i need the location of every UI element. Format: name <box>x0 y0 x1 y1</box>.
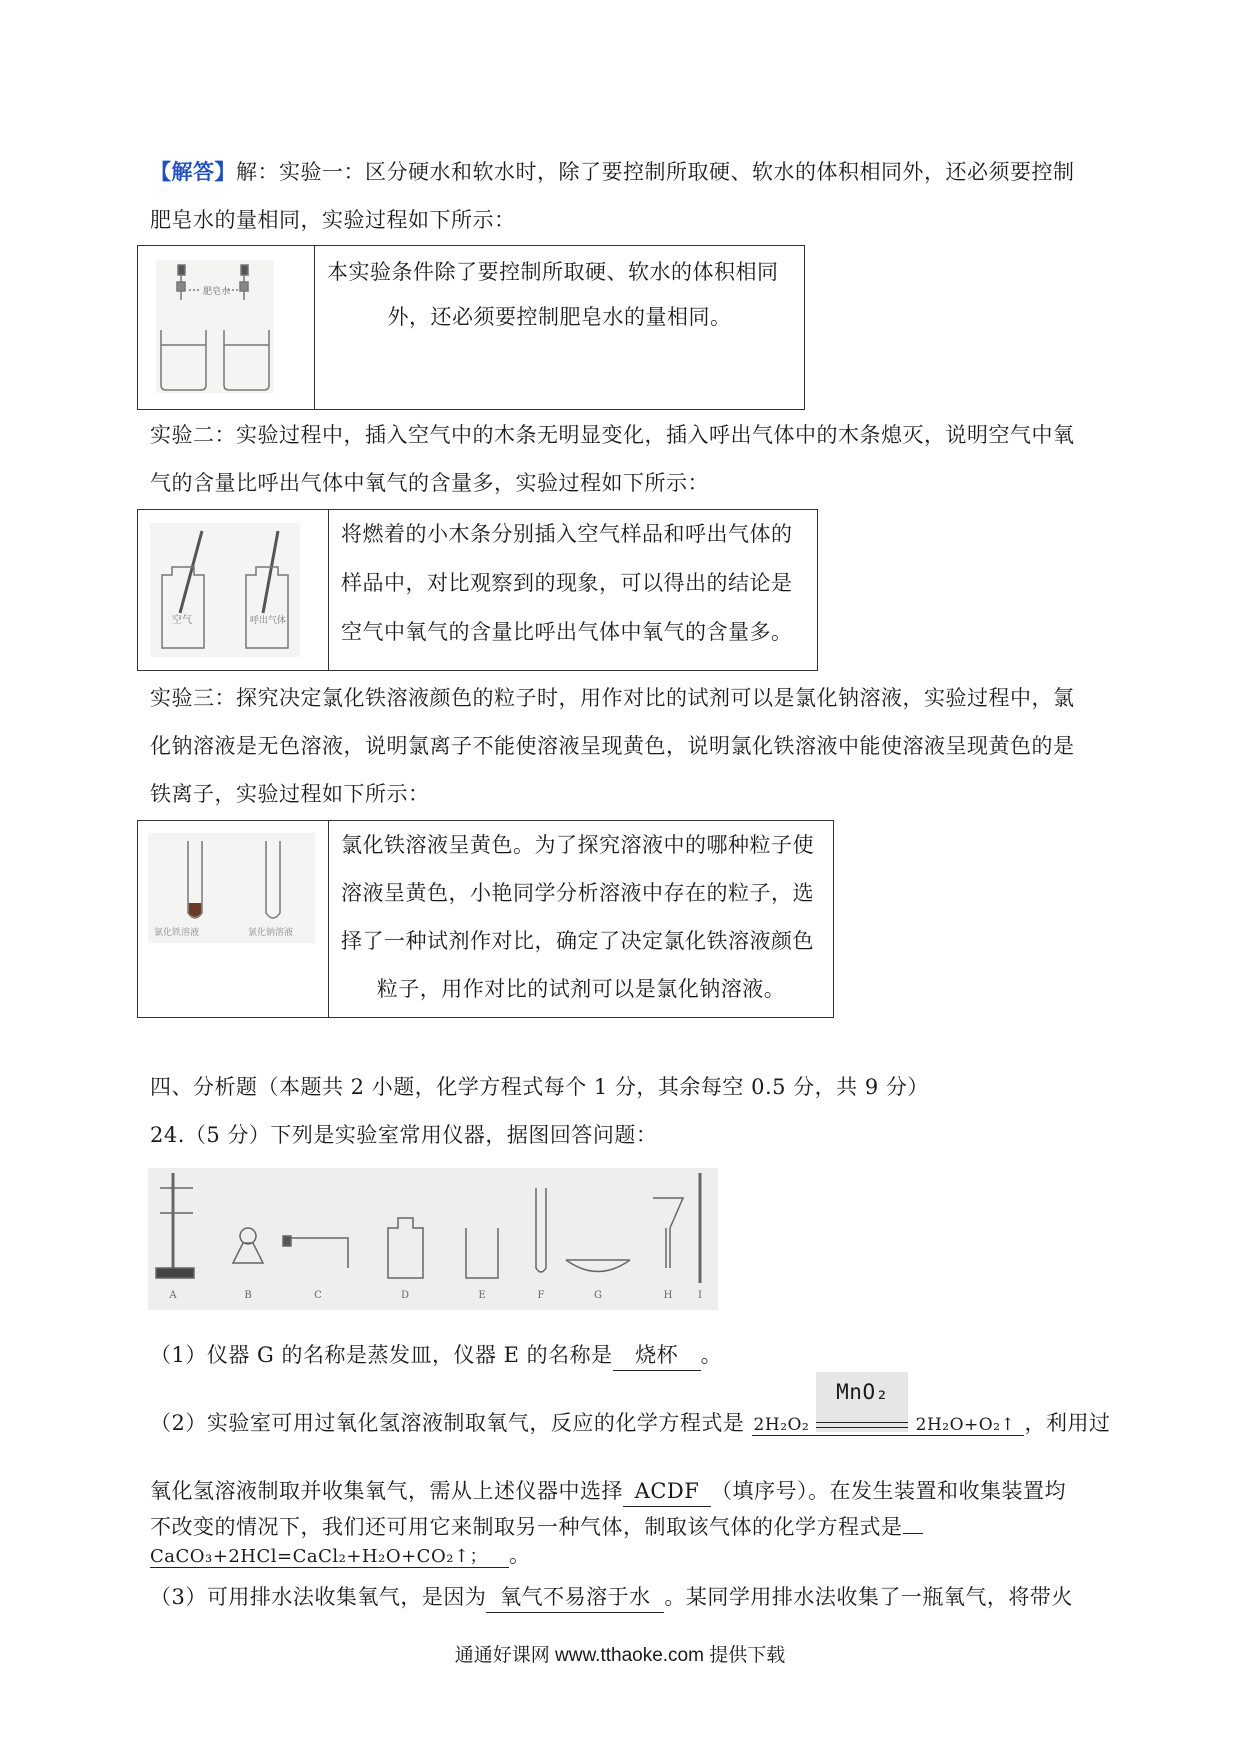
instrument-letter-g: G <box>594 1290 602 1301</box>
experiment-2-line-2: 气的含量比呼出气体中氧气的含量多，实验过程如下所示： <box>150 471 709 495</box>
experiment-2-table <box>137 509 818 671</box>
section-4-heading: 四、分析题（本题共 2 小题，化学方程式每个 1 分，其余每空 0.5 分，共 9 分） <box>150 1075 929 1099</box>
gas-bottle-illustration <box>150 523 300 657</box>
experiment-1-table <box>137 245 805 410</box>
q2-suffix: ，利用过 <box>1024 1411 1111 1435</box>
experiment-1-text-1: 本实验条件除了要控制所取硬、软水的体积相同 <box>327 260 779 284</box>
ferric-chloride-label: 氯化铁溶液 <box>154 928 200 938</box>
experiment-1-text-cell <box>315 246 805 410</box>
instrument-letter-h: H <box>663 1290 673 1301</box>
q2-equation <box>752 1379 1025 1436</box>
dropper-beaker-illustration <box>156 260 274 393</box>
experiment-2-text-2: 样品中，对比观察到的现象，可以得出的结论是 <box>341 571 793 595</box>
question-2-line-2 <box>150 1476 1066 1507</box>
q1-prefix: （1）仪器 G 的名称是蒸发皿，仪器 E 的名称是 <box>150 1343 613 1367</box>
lab-instruments-image <box>148 1168 718 1310</box>
intro-line-1 <box>150 157 1075 187</box>
experiment-3-text-1: 氯化铁溶液呈黄色。为了探究溶液中的哪种粒子使 <box>341 833 814 857</box>
q2-line2-answer: ACDF <box>623 1476 711 1507</box>
lab-instruments-illustration <box>148 1168 718 1310</box>
q2-catalyst: MnO₂ <box>836 1379 889 1404</box>
q2-reactant: 2H₂O₂ <box>753 1415 810 1435</box>
footer-text: 通通好课网 www.tthaoke.com 提供下载 <box>454 1645 786 1666</box>
instrument-letters <box>168 1290 702 1301</box>
q3-suffix: 。某同学用排水法收集了一瓶氧气，将带火 <box>664 1585 1073 1609</box>
experiment-1-text-2: 外，还必须要控制肥皂水的量相同。 <box>387 305 732 329</box>
experiment-3-table <box>137 820 834 1018</box>
q3-prefix: （3）可用排水法收集氧气，是因为 <box>150 1585 487 1609</box>
question-2-line-1 <box>150 1379 1111 1440</box>
experiment-1-image-cell <box>138 246 315 410</box>
exhaled-gas-label: 呼出气体 <box>250 616 287 626</box>
instrument-letter-e: E <box>478 1290 486 1301</box>
q1-suffix: 。 <box>700 1343 723 1367</box>
instrument-letter-a: A <box>169 1290 177 1301</box>
test-tube-illustration <box>148 833 315 943</box>
question-2-line-3 <box>150 1512 923 1542</box>
experiment-3-text-4: 粒子，用作对比的试剂可以是氯化钠溶液。 <box>376 977 786 1001</box>
intro-text-1: 解：实验一：区分硬水和软水时，除了要控制所取硬、软水的体积相同外，还必须要控制 <box>236 160 1075 184</box>
instrument-letter-f: F <box>537 1290 545 1301</box>
question-2-line-4 <box>150 1540 531 1572</box>
q2-line2-prefix: 氧化氢溶液制取并收集氧气，需从上述仪器中选择 <box>150 1479 623 1503</box>
experiment-2-text-cell <box>329 510 818 671</box>
experiment-3-line-1: 实验三：探究决定氯化铁溶液颜色的粒子时，用作对比的试剂可以是氯化钠溶液，实验过程中，氯 <box>150 686 1075 710</box>
experiment-3-image-cell <box>138 821 329 1018</box>
experiment-2-line-1: 实验二：实验过程中，插入空气中的木条无明显变化，插入呼出气体中的木条熄灭，说明空气中氧 <box>150 423 1075 447</box>
instrument-letter-b: B <box>244 1290 252 1301</box>
experiment-2-text-1: 将燃着的小木条分别插入空气样品和呼出气体的 <box>341 522 793 546</box>
q2-reaction-arrow <box>816 1379 908 1440</box>
q2-line2-suffix: （填序号）。在发生装置和收集装置均 <box>711 1479 1066 1503</box>
q2-prefix: （2）实验室可用过氧化氢溶液制取氧气，反应的化学方程式是 <box>150 1411 745 1435</box>
question-24-title: 24.（5 分）下列是实验室常用仪器，据图回答问题： <box>150 1123 658 1147</box>
experiment-3-text-2: 溶液呈黄色，小艳同学分析溶液中存在的粒子，选 <box>341 881 814 905</box>
question-3-line <box>150 1582 1073 1613</box>
air-label: 空气 <box>172 615 192 626</box>
test-tubes-image <box>148 833 315 943</box>
experiment-3-line-3: 铁离子，实验过程如下所示： <box>150 782 430 806</box>
q2-line4-suffix: 。 <box>509 1543 531 1567</box>
experiment-3-text-3: 择了一种试剂作对比，确定了决定氯化铁溶液颜色 <box>341 929 814 953</box>
answer-tag: 【解答】 <box>150 159 236 184</box>
instrument-letter-c: C <box>314 1290 322 1301</box>
soap-water-droppers-image <box>156 260 274 393</box>
instrument-letter-d: D <box>400 1290 410 1301</box>
intro-line-2: 肥皂水的量相同，实验过程如下所示： <box>150 208 516 232</box>
experiment-3-line-2: 化钠溶液是无色溶液，说明氯离子不能使溶液呈现黄色，说明氯化铁溶液中能使溶液呈现黄色的是 <box>150 734 1075 758</box>
gas-bottles-image <box>150 523 300 657</box>
question-1-line <box>150 1340 722 1371</box>
experiment-2-image-cell <box>138 510 329 671</box>
q2-line3: 不改变的情况下，我们还可用它来制取另一种气体，制取该气体的化学方程式是 <box>150 1515 903 1539</box>
experiment-3-text-cell <box>329 821 834 1018</box>
q1-answer: 烧杯 <box>613 1340 701 1371</box>
instrument-letter-i: I <box>698 1290 702 1301</box>
experiment-2-text-3: 空气中氧气的含量比呼出气体中氧气的含量多。 <box>341 620 793 644</box>
soap-water-label: 肥皂水 <box>203 287 231 297</box>
q2-product: 2H₂O+O₂↑ <box>915 1415 1016 1435</box>
q3-answer: 氧气不易溶于水 <box>486 1582 664 1613</box>
q2-line4-answer: CaCO₃+2HCl=CaCl₂+H₂O+CO₂↑； <box>150 1546 509 1568</box>
sodium-chloride-label: 氯化钠溶液 <box>248 928 294 938</box>
